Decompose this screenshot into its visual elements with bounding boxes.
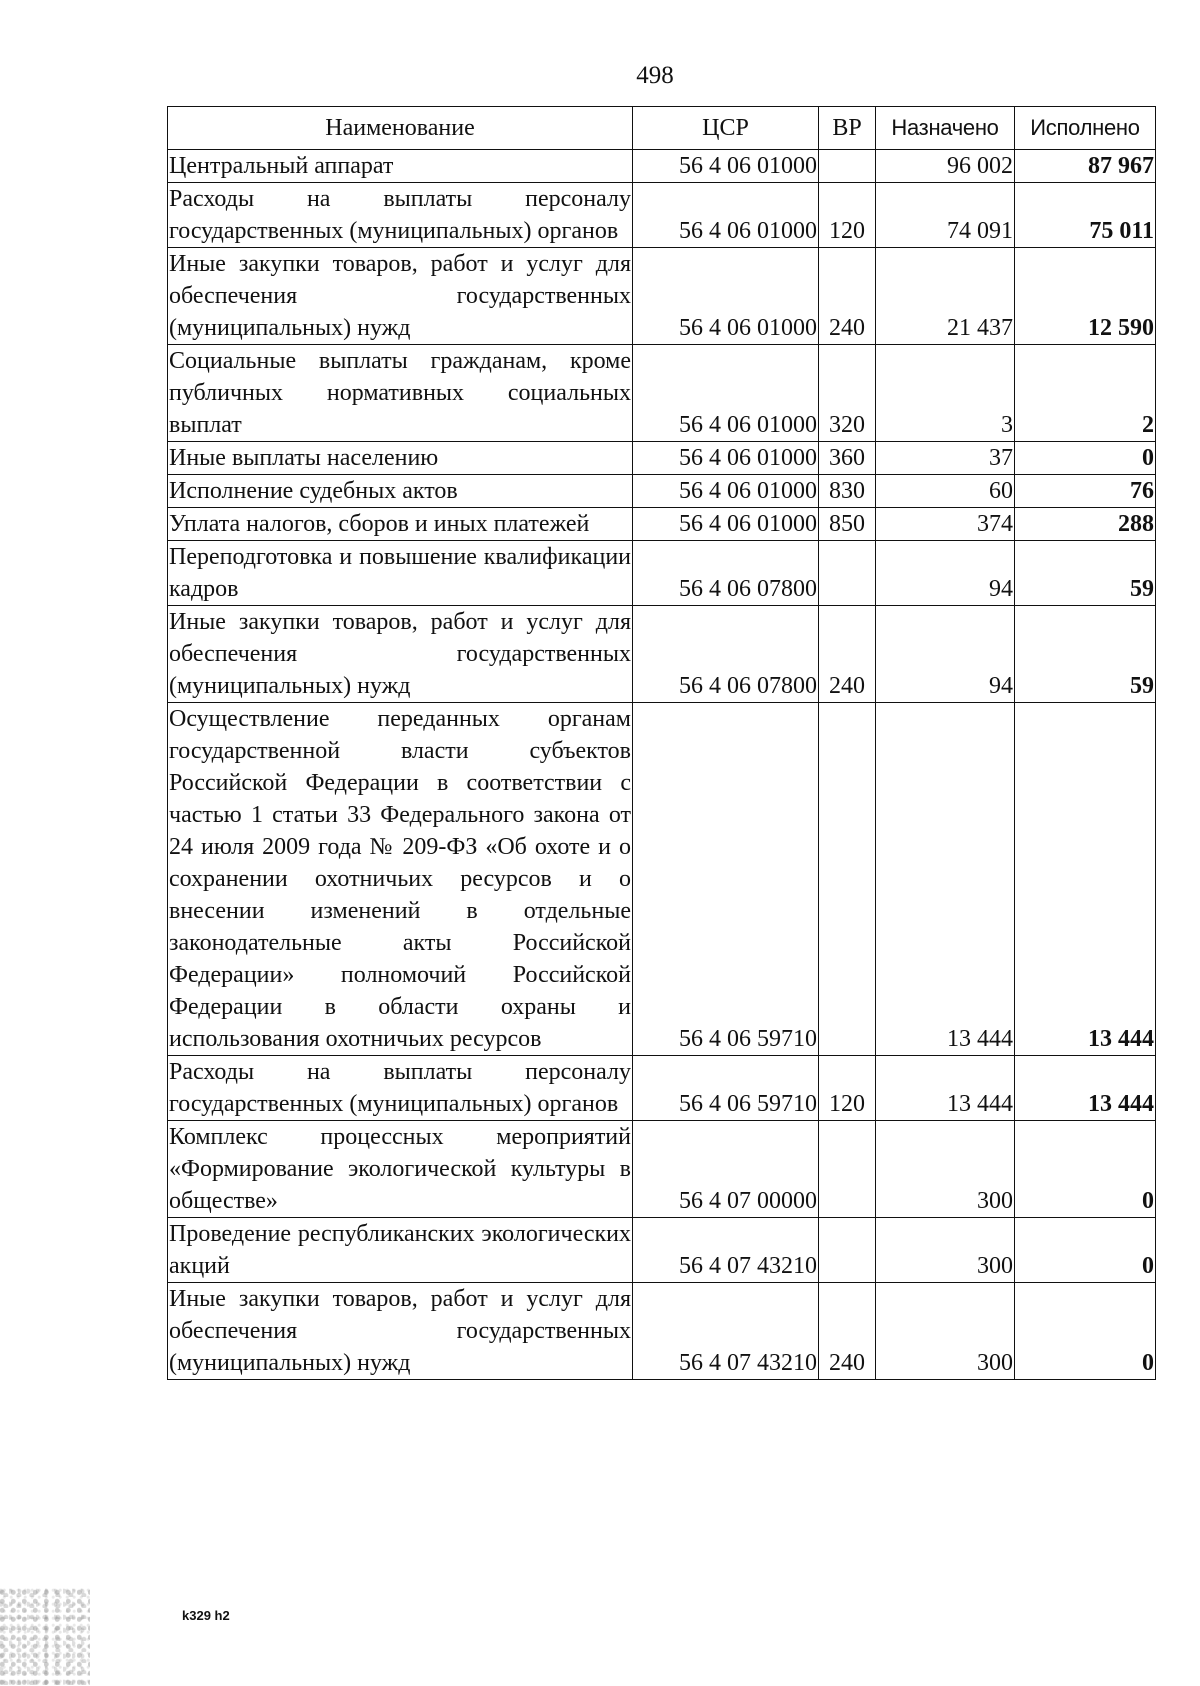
row-csr: 56 4 06 07800 — [633, 541, 819, 606]
header-csr: ЦСР — [633, 107, 819, 150]
row-assigned: 3 — [876, 345, 1015, 442]
table-row — [168, 703, 1156, 1056]
table-row — [168, 1218, 1156, 1283]
page-number: 498 — [636, 62, 674, 89]
row-csr: 56 4 06 07800 — [633, 606, 819, 703]
row-executed: 0 — [1015, 442, 1156, 475]
row-assigned: 74 091 — [876, 183, 1015, 248]
row-vr — [819, 703, 876, 1056]
row-csr: 56 4 06 01000 — [633, 475, 819, 508]
table-row — [168, 150, 1156, 183]
row-vr: 850 — [819, 508, 876, 541]
footer-code: k329 h2 — [182, 1608, 230, 1623]
row-vr: 360 — [819, 442, 876, 475]
row-csr: 56 4 07 00000 — [633, 1121, 819, 1218]
row-name: Комплекс процессных мероприятий «Формирование экологической культуры в обществе» — [168, 1121, 633, 1218]
row-csr: 56 4 06 01000 — [633, 442, 819, 475]
row-executed: 75 011 — [1015, 183, 1156, 248]
row-name: Расходы на выплаты персоналу государственных (муниципальных) органов — [168, 183, 633, 248]
row-executed: 87 967 — [1015, 150, 1156, 183]
table-row — [168, 345, 1156, 442]
table-row — [168, 248, 1156, 345]
row-assigned: 13 444 — [876, 703, 1015, 1056]
row-name: Центральный аппарат — [168, 150, 633, 183]
row-vr: 240 — [819, 1283, 876, 1380]
row-csr: 56 4 06 01000 — [633, 150, 819, 183]
row-csr: 56 4 06 01000 — [633, 248, 819, 345]
table-row — [168, 442, 1156, 475]
header-name: Наименование — [168, 107, 633, 150]
row-vr: 240 — [819, 606, 876, 703]
table-row — [168, 183, 1156, 248]
scan-noise — [0, 1586, 90, 1686]
row-name: Переподготовка и повышение квалификации кадров — [168, 541, 633, 606]
row-csr: 56 4 06 01000 — [633, 508, 819, 541]
row-name: Иные выплаты населению — [168, 442, 633, 475]
row-vr: 830 — [819, 475, 876, 508]
row-name: Расходы на выплаты персоналу государственных (муниципальных) органов — [168, 1056, 633, 1121]
row-csr: 56 4 07 43210 — [633, 1218, 819, 1283]
row-csr: 56 4 06 01000 — [633, 183, 819, 248]
row-name: Иные закупки товаров, работ и услуг для обеспечения государственных (муниципальных) нужд — [168, 606, 633, 703]
row-executed: 0 — [1015, 1121, 1156, 1218]
table-body — [168, 150, 1156, 1380]
table-row — [168, 1056, 1156, 1121]
row-executed: 2 — [1015, 345, 1156, 442]
row-executed: 76 — [1015, 475, 1156, 508]
row-assigned: 374 — [876, 508, 1015, 541]
row-assigned: 300 — [876, 1121, 1015, 1218]
row-executed: 12 590 — [1015, 248, 1156, 345]
row-executed: 59 — [1015, 541, 1156, 606]
row-assigned: 94 — [876, 606, 1015, 703]
row-executed: 13 444 — [1015, 1056, 1156, 1121]
row-vr — [819, 1121, 876, 1218]
row-name: Уплата налогов, сборов и иных платежей — [168, 508, 633, 541]
row-name: Исполнение судебных актов — [168, 475, 633, 508]
row-vr: 120 — [819, 183, 876, 248]
row-name: Иные закупки товаров, работ и услуг для обеспечения государственных (муниципальных) нужд — [168, 248, 633, 345]
row-vr: 320 — [819, 345, 876, 442]
row-executed: 59 — [1015, 606, 1156, 703]
row-assigned: 13 444 — [876, 1056, 1015, 1121]
row-assigned: 37 — [876, 442, 1015, 475]
table-header-row — [168, 107, 1156, 150]
row-executed: 0 — [1015, 1218, 1156, 1283]
row-name: Социальные выплаты гражданам, кроме публичных нормативных социальных выплат — [168, 345, 633, 442]
budget-table — [167, 106, 1156, 1380]
row-vr — [819, 150, 876, 183]
row-name: Проведение республиканских экологических акций — [168, 1218, 633, 1283]
row-vr: 240 — [819, 248, 876, 345]
row-executed: 288 — [1015, 508, 1156, 541]
row-executed: 0 — [1015, 1283, 1156, 1380]
row-csr: 56 4 07 43210 — [633, 1283, 819, 1380]
row-vr — [819, 1218, 876, 1283]
row-vr — [819, 541, 876, 606]
row-name: Осуществление переданных органам государственной власти субъектов Российской Федерации в соответствии с частью 1 статьи 33 Федерального закона от 24 июля 2009 года № 209-ФЗ «Об охоте и о сохранении охотничьих ресурсов и о внесении изменений в отдельные законодательные акты Российской Федерации» полномочий Российской Федерации в области охраны и использования охотничьих ресурсов — [168, 703, 633, 1056]
header-assigned: Назначено — [876, 107, 1015, 150]
row-assigned: 21 437 — [876, 248, 1015, 345]
row-name: Иные закупки товаров, работ и услуг для обеспечения государственных (муниципальных) нужд — [168, 1283, 633, 1380]
table-row — [168, 541, 1156, 606]
row-assigned: 300 — [876, 1218, 1015, 1283]
row-csr: 56 4 06 59710 — [633, 703, 819, 1056]
row-vr: 120 — [819, 1056, 876, 1121]
row-assigned: 96 002 — [876, 150, 1015, 183]
table-row — [168, 508, 1156, 541]
header-vr: ВР — [819, 107, 876, 150]
header-executed: Исполнено — [1015, 107, 1156, 150]
row-assigned: 300 — [876, 1283, 1015, 1380]
table-row — [168, 475, 1156, 508]
row-assigned: 94 — [876, 541, 1015, 606]
table-row — [168, 1283, 1156, 1380]
row-assigned: 60 — [876, 475, 1015, 508]
table-row — [168, 606, 1156, 703]
row-csr: 56 4 06 01000 — [633, 345, 819, 442]
row-csr: 56 4 06 59710 — [633, 1056, 819, 1121]
row-executed: 13 444 — [1015, 703, 1156, 1056]
table-row — [168, 1121, 1156, 1218]
